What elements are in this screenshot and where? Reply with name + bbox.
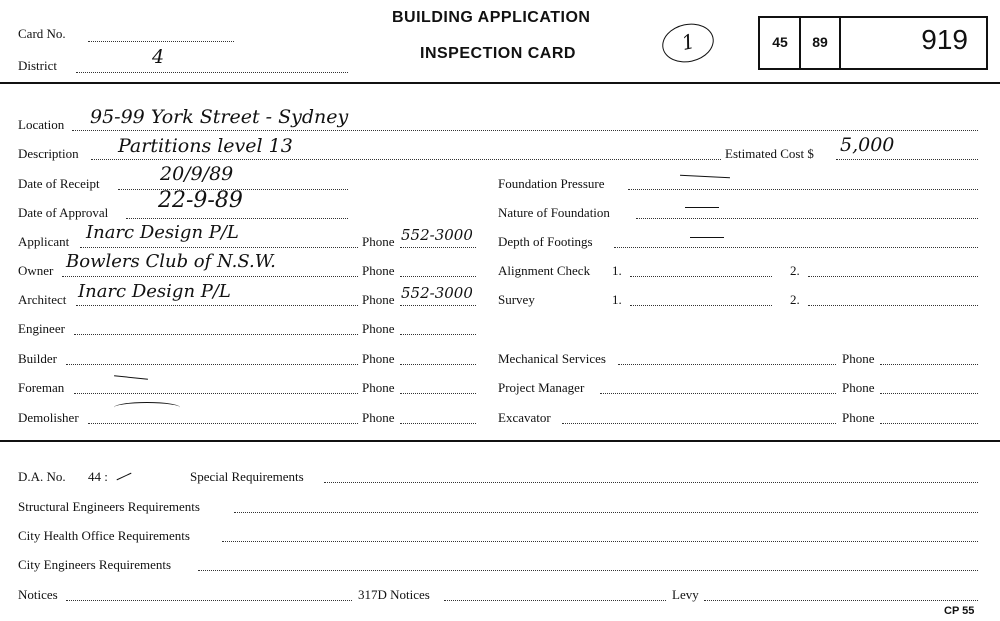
builder-field[interactable] bbox=[66, 364, 358, 365]
district-label: District bbox=[18, 58, 57, 73]
notices-317d-label: 317D Notices bbox=[358, 587, 430, 602]
foreman-dash bbox=[114, 375, 148, 380]
demolisher-phone-field[interactable] bbox=[400, 423, 476, 424]
architect-label: Architect bbox=[18, 292, 67, 307]
notices-317d-field[interactable] bbox=[444, 600, 666, 601]
levy-label: Levy bbox=[672, 587, 699, 602]
survey-label: Survey bbox=[498, 292, 535, 307]
district-value: 4 bbox=[152, 46, 165, 68]
box-value-2: 89 bbox=[812, 34, 828, 50]
da-no-value: 44 : bbox=[88, 469, 108, 484]
project-manager-field[interactable] bbox=[600, 393, 836, 394]
demolisher-label: Demolisher bbox=[18, 410, 79, 425]
project-manager-phone-label: Phone bbox=[842, 380, 875, 395]
survey-field-2[interactable] bbox=[808, 305, 978, 306]
foreman-phone-field[interactable] bbox=[400, 393, 476, 394]
engineer-label: Engineer bbox=[18, 321, 65, 336]
foreman-phone-label: Phone bbox=[362, 380, 395, 395]
survey-field-1[interactable] bbox=[630, 305, 772, 306]
excavator-label: Excavator bbox=[498, 410, 551, 425]
owner-field[interactable] bbox=[62, 276, 358, 277]
demolisher-dash bbox=[114, 402, 180, 413]
special-requirements-label: Special Requirements bbox=[190, 469, 304, 484]
survey-num-1: 1. bbox=[612, 292, 622, 307]
section-divider bbox=[0, 440, 1000, 442]
mechanical-field[interactable] bbox=[618, 364, 836, 365]
mechanical-phone-label: Phone bbox=[842, 351, 875, 366]
notices-label: Notices bbox=[18, 587, 58, 602]
location-label: Location bbox=[18, 117, 65, 132]
receipt-label: Date of Receipt bbox=[18, 176, 100, 191]
excavator-phone-field[interactable] bbox=[880, 423, 978, 424]
estimated-cost-value: 5,000 bbox=[840, 134, 895, 156]
mechanical-label: Mechanical Services bbox=[498, 351, 606, 366]
header-divider bbox=[0, 82, 1000, 84]
applicant-phone-value: 552-3000 bbox=[401, 226, 473, 244]
applicant-phone-field[interactable] bbox=[400, 247, 476, 248]
owner-phone-field[interactable] bbox=[400, 276, 476, 277]
alignment-field-1[interactable] bbox=[630, 276, 772, 277]
da-no-label: D.A. No. bbox=[18, 469, 66, 484]
owner-value: Bowlers Club of N.S.W. bbox=[66, 251, 276, 272]
location-field[interactable] bbox=[72, 130, 978, 131]
form-code: CP 55 bbox=[944, 605, 975, 617]
architect-field[interactable] bbox=[76, 305, 358, 306]
structural-requirements-label: Structural Engineers Requirements bbox=[18, 499, 200, 514]
owner-label: Owner bbox=[18, 263, 54, 278]
circled-number: 1 bbox=[659, 19, 718, 67]
district-field[interactable] bbox=[76, 72, 348, 73]
engineer-field[interactable] bbox=[74, 334, 358, 335]
card-no-field[interactable] bbox=[88, 41, 234, 42]
levy-field[interactable] bbox=[704, 600, 978, 601]
location-value: 95-99 York Street - Sydney bbox=[90, 106, 349, 128]
applicant-field[interactable] bbox=[80, 247, 358, 248]
excavator-phone-label: Phone bbox=[842, 410, 875, 425]
da-no-mark bbox=[117, 473, 132, 481]
reference-number-box bbox=[758, 16, 988, 70]
project-manager-phone-field[interactable] bbox=[880, 393, 978, 394]
demolisher-field[interactable] bbox=[88, 423, 358, 424]
city-engineers-label: City Engineers Requirements bbox=[18, 557, 172, 572]
mechanical-phone-field[interactable] bbox=[880, 364, 978, 365]
engineer-phone-label: Phone bbox=[362, 321, 395, 336]
architect-phone-value: 552-3000 bbox=[401, 284, 473, 302]
depth-footings-dash bbox=[690, 237, 724, 238]
description-label: Description bbox=[18, 146, 79, 161]
health-requirements-label: City Health Office Requirements bbox=[18, 528, 190, 543]
nature-foundation-dash bbox=[685, 207, 719, 208]
alignment-check-label: Alignment Check bbox=[498, 263, 591, 278]
notices-field[interactable] bbox=[66, 600, 352, 601]
nature-foundation-field[interactable] bbox=[636, 218, 978, 219]
approval-value: 22-9-89 bbox=[158, 188, 243, 213]
alignment-field-2[interactable] bbox=[808, 276, 978, 277]
health-requirements-field[interactable] bbox=[222, 541, 978, 542]
structural-requirements-field[interactable] bbox=[234, 512, 978, 513]
box-value-3: 919 bbox=[921, 24, 968, 55]
survey-num-2: 2. bbox=[790, 292, 800, 307]
architect-phone-field[interactable] bbox=[400, 305, 476, 306]
estimated-cost-label: Estimated Cost $ bbox=[725, 146, 814, 161]
architect-phone-label: Phone bbox=[362, 292, 395, 307]
form-title: BUILDING APPLICATION bbox=[392, 9, 591, 26]
owner-phone-label: Phone bbox=[362, 263, 395, 278]
approval-field[interactable] bbox=[126, 218, 348, 219]
depth-footings-field[interactable] bbox=[614, 247, 978, 248]
alignment-num-1: 1. bbox=[612, 263, 622, 278]
architect-value: Inarc Design P/L bbox=[78, 281, 231, 302]
estimated-cost-field[interactable] bbox=[836, 159, 978, 160]
nature-foundation-label: Nature of Foundation bbox=[498, 205, 610, 220]
foundation-pressure-label: Foundation Pressure bbox=[498, 176, 605, 191]
description-field[interactable] bbox=[91, 159, 721, 160]
project-manager-label: Project Manager bbox=[498, 380, 585, 395]
applicant-value: Inarc Design P/L bbox=[86, 222, 239, 243]
foundation-pressure-dash bbox=[680, 175, 730, 179]
engineer-phone-field[interactable] bbox=[400, 334, 476, 335]
demolisher-phone-label: Phone bbox=[362, 410, 395, 425]
box-value-1: 45 bbox=[772, 34, 788, 50]
card-no-label: Card No. bbox=[18, 26, 66, 41]
alignment-num-2: 2. bbox=[790, 263, 800, 278]
approval-label: Date of Approval bbox=[18, 205, 109, 220]
applicant-phone-label: Phone bbox=[362, 234, 395, 249]
excavator-field[interactable] bbox=[562, 423, 836, 424]
builder-label: Builder bbox=[18, 351, 57, 366]
receipt-value: 20/9/89 bbox=[160, 163, 234, 185]
depth-footings-label: Depth of Footings bbox=[498, 234, 593, 249]
form-subtitle: INSPECTION CARD bbox=[420, 45, 576, 62]
city-engineers-field[interactable] bbox=[198, 570, 978, 571]
foreman-label: Foreman bbox=[18, 380, 65, 395]
applicant-label: Applicant bbox=[18, 234, 70, 249]
description-value: Partitions level 13 bbox=[118, 135, 293, 157]
builder-phone-field[interactable] bbox=[400, 364, 476, 365]
builder-phone-label: Phone bbox=[362, 351, 395, 366]
special-requirements-field[interactable] bbox=[324, 482, 978, 483]
foundation-pressure-field[interactable] bbox=[628, 189, 978, 190]
foreman-field[interactable] bbox=[74, 393, 358, 394]
